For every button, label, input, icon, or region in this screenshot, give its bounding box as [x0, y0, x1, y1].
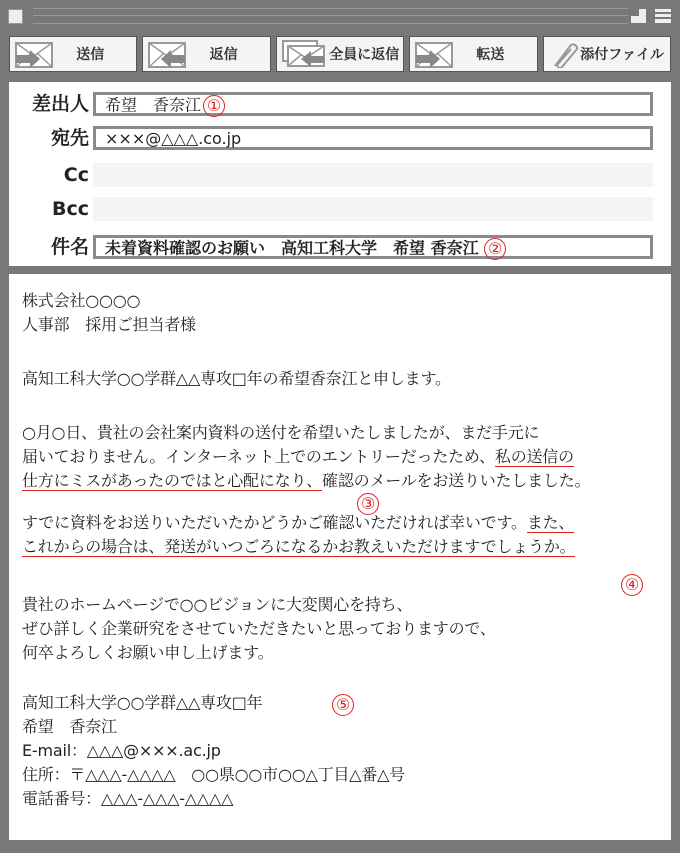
forward-label: 転送 [476, 47, 505, 63]
body-line [22, 740, 221, 762]
bcc-field[interactable] [93, 197, 653, 221]
from-field[interactable] [93, 92, 653, 116]
body-text: 貴社のホームページで○○ビジョンに大変関心を持ち、 [22, 595, 413, 614]
body-text: 電話番号：△△△-△△△-△△△△ [22, 789, 234, 808]
subject-value: 未着資料確認のお願い 高知工科大学 希望 香奈江 [105, 238, 479, 258]
body-line [22, 368, 451, 390]
body-line [22, 788, 233, 810]
mail-body[interactable] [9, 274, 671, 840]
body-text: 住所：〒△△△-△△△△ ○○県○○市○○△丁目△番△号 [22, 765, 405, 784]
title-bar [0, 0, 680, 30]
body-text: 株式会社○○○○ [22, 291, 141, 310]
mail-header [9, 82, 671, 266]
body-text: すでに資料をお送りいただいたかどうかご確認いただければ幸いです。 [22, 513, 527, 532]
body-line [22, 536, 575, 558]
title-bar-grip[interactable] [33, 8, 628, 24]
marker-2: ② [484, 238, 506, 260]
subject-label: 件名 [50, 236, 89, 258]
body-line [22, 716, 117, 738]
body-line [22, 470, 590, 492]
underlined-text: また、 [526, 513, 575, 532]
marker-4: ④ [621, 574, 643, 596]
body-text: ○月○日、貴社の会社案内資料の送付を希望いたしましたが、まだ手元に [22, 423, 540, 442]
window-menu-icon[interactable] [8, 9, 23, 24]
from-label: 差出人 [31, 93, 89, 115]
to-field[interactable] [93, 126, 653, 150]
body-text: 何卒よろしくお願い申し上げます。 [22, 643, 274, 662]
body-line [22, 446, 574, 468]
body-line [22, 314, 196, 336]
attach-file-label: 添付ファイル [580, 47, 665, 63]
body-line [22, 764, 405, 786]
resize-icon[interactable] [631, 9, 646, 23]
from-value: 希望 香奈江 [105, 95, 202, 115]
underlined-text: 仕方にミスがあったのではと心配になり、 [22, 471, 323, 490]
reply-all-button[interactable] [276, 36, 404, 72]
body-text: 人事部 採用ご担当者様 [22, 315, 196, 334]
toolbar [9, 36, 671, 72]
envelope-reply-all-icon [282, 40, 328, 68]
underlined-text: 私の送信の [494, 447, 574, 466]
forward-button[interactable] [409, 36, 537, 72]
underlined-text: これからの場合は、発送がいつごろになるかお教えいただけますでしょうか。 [22, 537, 576, 556]
reply-all-label: 全員に返信 [329, 47, 400, 63]
to-label: 宛先 [50, 127, 89, 149]
from-row [9, 91, 671, 117]
envelope-send-icon [15, 42, 55, 68]
body-text: 希望 香奈江 [22, 717, 117, 736]
marker-3: ③ [357, 493, 379, 515]
cc-label: Cc [63, 164, 89, 186]
body-text: E-mail：△△△@×××.ac.jp [22, 741, 221, 760]
cc-row [9, 162, 671, 188]
body-line [22, 618, 496, 640]
attach-file-button[interactable] [543, 36, 671, 72]
cc-field[interactable] [93, 163, 653, 187]
to-row [9, 125, 671, 151]
send-button[interactable] [9, 36, 137, 72]
body-line [22, 422, 539, 444]
body-text: 高知工科大学○○学群△△専攻□年の希望香奈江と申します。 [22, 369, 451, 388]
envelope-reply-icon [148, 42, 188, 68]
body-line [22, 642, 274, 664]
subject-row [9, 234, 671, 260]
menu-icon[interactable] [655, 9, 671, 23]
marker-1: ① [203, 95, 225, 117]
envelope-forward-icon [415, 42, 455, 68]
body-text: 高知工科大学○○学群△△専攻□年 [22, 693, 263, 712]
bcc-row [9, 196, 671, 222]
body-line [22, 290, 140, 312]
body-text: 届いておりません。インターネット上でのエントリーだったため、 [22, 447, 495, 466]
reply-button[interactable] [142, 36, 270, 72]
to-value: ×××@△△△.co.jp [105, 129, 242, 148]
send-label: 送信 [76, 47, 105, 63]
bcc-label: Bcc [51, 198, 89, 220]
reply-label: 返信 [209, 47, 238, 63]
marker-5: ⑤ [332, 694, 354, 716]
subject-field[interactable] [93, 235, 653, 259]
body-line [22, 692, 262, 714]
body-text: 確認のメールをお送りいたしました。 [322, 471, 591, 490]
body-text: ぜひ詳しく企業研究をさせていただきたいと思っておりますので、 [22, 619, 496, 638]
body-line [22, 594, 412, 616]
body-line [22, 512, 574, 534]
paperclip-icon [549, 40, 579, 68]
